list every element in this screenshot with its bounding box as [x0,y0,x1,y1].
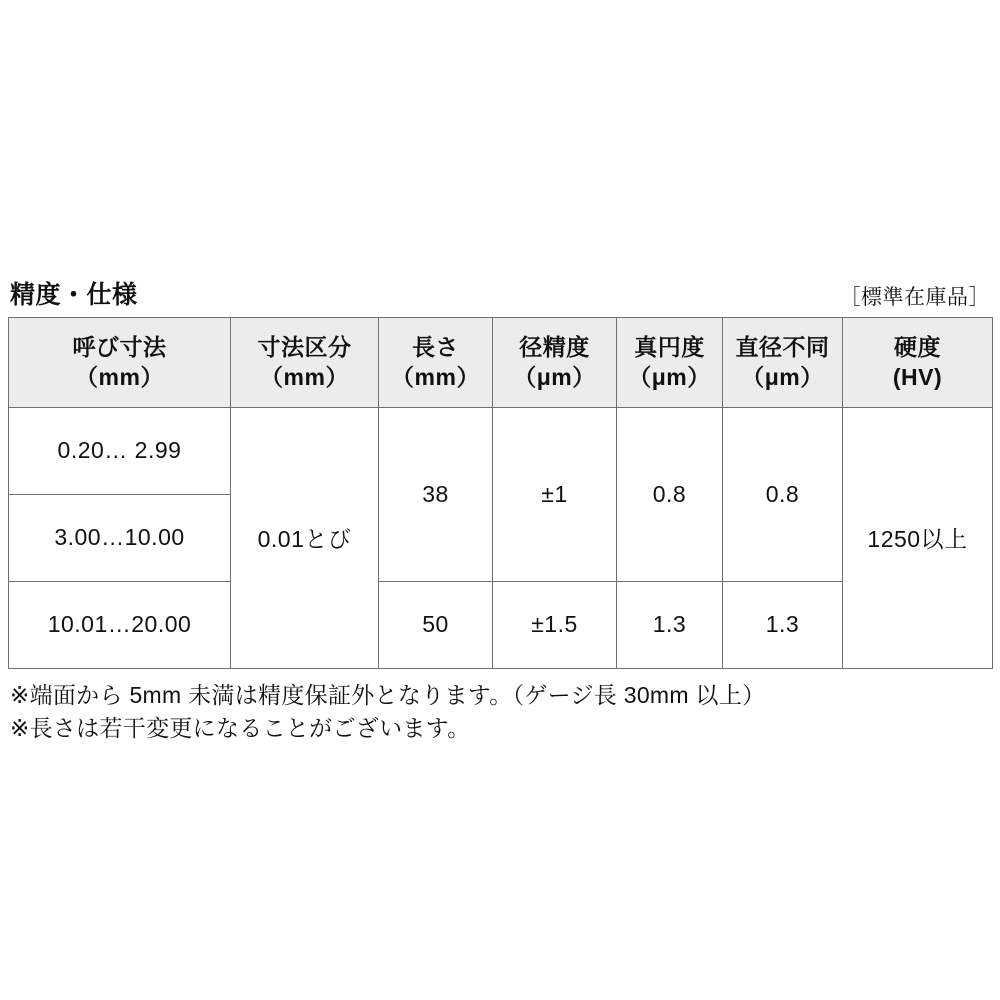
cell-size-step: 0.01とび [231,407,379,668]
table-header-row [9,318,993,408]
cell-nominal-size: 0.20… 2.99 [9,407,231,494]
column-header-roundness [617,318,723,408]
header-sub-text: （mm） [391,364,480,391]
footnote-1: ※端面から 5mm 未満は精度保証外となります。（ゲージ長 30mm 以上） [10,681,766,708]
header-sub-text: （μm） [513,364,596,391]
cell-diameter-accuracy-1: ±1 [493,407,617,581]
cell-nominal-size: 3.00…10.00 [9,494,231,581]
header-main-text: 呼び寸法 [72,334,167,360]
specification-table [8,317,993,669]
footnote-2: ※長さは若干変更になることがございます。 [10,715,471,742]
footnotes [8,669,992,746]
section-title: 精度・仕様 [10,281,138,309]
cell-diameter-variation-13: 1.3 [723,581,843,668]
cell-length-38: 38 [379,407,493,581]
header-main-text: 真円度 [634,334,705,360]
column-header-diameter-variation [723,318,843,408]
caption-row [8,275,992,317]
header-sub-text: (HV) [892,364,943,391]
column-header-size-step [231,318,379,408]
cell-roundness-13: 1.3 [617,581,723,668]
stock-note: ［標準在庫品］ [839,286,990,309]
header-sub-text: （mm） [75,364,164,391]
header-sub-text: （μm） [741,364,824,391]
header-sub-text: （μm） [628,364,711,391]
cell-diameter-variation-08: 0.8 [723,407,843,581]
header-main-text: 直径不同 [735,334,830,360]
header-main-text: 寸法区分 [257,334,352,360]
specification-block [8,275,992,745]
column-header-hardness [843,318,993,408]
cell-roundness-08: 0.8 [617,407,723,581]
cell-hardness: 1250以上 [843,407,993,668]
header-main-text: 硬度 [894,334,941,360]
column-header-length [379,318,493,408]
header-sub-text: （mm） [260,364,349,391]
cell-nominal-size: 10.01…20.00 [9,581,231,668]
cell-diameter-accuracy-15: ±1.5 [493,581,617,668]
table-header [9,318,993,408]
column-header-diameter-accuracy [493,318,617,408]
table-body [9,407,993,668]
header-main-text: 径精度 [519,334,590,360]
column-header-nominal-size [9,318,231,408]
table-row [9,407,993,494]
header-main-text: 長さ [412,334,459,360]
cell-length-50: 50 [379,581,493,668]
